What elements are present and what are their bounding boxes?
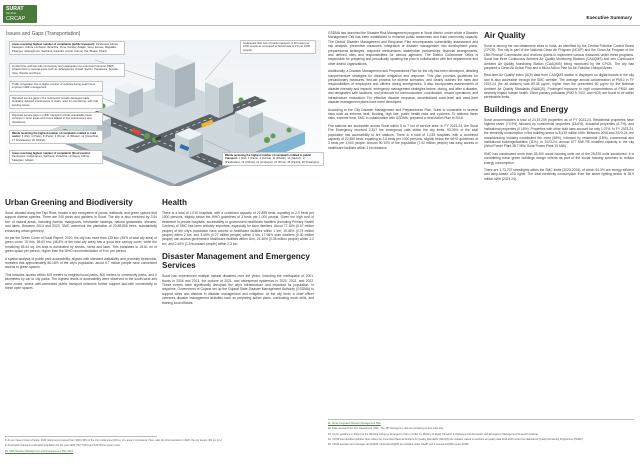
report-badge bbox=[3, 5, 37, 23]
paragraph: Surat has experienced multiple natural disasters over the years, including the earthquake of 2001, floods in 2006 and 2013, the cyclone of 2021, and widespread epidemics in 2020, 2021, and 2022. These events have significantly disrupted the city's infrastructure and impacted its population. In response, Government of Gujarat set up the Gujarat State Disaster Management Authority (GSDMA) to support cities and districts in disaster management and mitigation. At the city level, a chief officer oversees disaster management activities such as preparing action plans, conducting mock drills, and training local officials. bbox=[162, 274, 314, 305]
paragraph: Fire stations are accessible across Surat within 5 to 7 km of service area. In FY 2023-24, the Surat Fire Emergency received 2,817 fire emergency calls within the city limits. 93.05% of the total population has accessibility to fire stations. There is a total of 1,035 hospitals, with a combined capacity of 22,559 beds, equating to 2.8 beds per 1000 persons, slightly below the WHO guidelines of 3 beds per 1,000 people. Around 90.10% of the population (7.02 million people) has easy access to healthcare facilities within 3 km distance. bbox=[328, 123, 478, 150]
column-urban-greening bbox=[5, 198, 157, 294]
callout-public-transport-wards: Wards receiving the highest number of complaints related to public transport: 1 (Pal), 4 (Parle), 6 (Athwa), 11 (Bhatar), 14 (Sachin), 17 (Pandesara), 19 (Udhna), 22 (Limbayat), 24 (Puna), 25 (Piplod), 26 (Katargam). bbox=[222, 152, 324, 166]
footnote: 13 As per guidance in 'Report of the Working Group on Emergency Care in India', by Ministry of Road Transport & Highways and discussion with Emergency Management Research Institute bbox=[328, 432, 538, 436]
callout-road-gaps: Reported service gaps in the road sector include damaged roads, footpaths, delayed maintenance of roads, need for resurfacing, and road leveling issues. bbox=[9, 95, 103, 109]
badge-subtitle: Net-Zero bbox=[6, 12, 17, 15]
paragraph: A spatial analysis of public park accessibility, aligned with standard walkability and proximity thresholds, revealed that approximately 86.16% of the city's population, about 6.7 million people have convenient access to green spaces. bbox=[5, 256, 157, 270]
paragraph: This includes access within 400 meters to neighborhood parks, 800 meters to community parks, and 5 kilometers by car to city parks. The highest levels of accessibility were observed in the south-west and west zones, where well-connected public transport networks further support last-mile connectivity to these open spaces. bbox=[5, 272, 157, 291]
footnote-link[interactable]: 10 SMC Disaster Management and Preparedness Plan 2023 bbox=[5, 449, 73, 453]
footnote: 14 CPCB has identified polluted cities where the prescribed National Ambient Air Quality Standards (NAAQS) are violated, based on ambient air quality data 2011-2015 under the National Air Quality Monitoring Programme (NAMP). bbox=[328, 437, 584, 441]
badge-plan: CRCAP bbox=[6, 16, 26, 22]
heading-disaster-management: Disaster Management and Emergency Services bbox=[162, 252, 310, 271]
footnote: 9 Assumption based on estimated population for the year 2023 (78,77,642) and 125.08 km² green cover bbox=[5, 444, 121, 448]
paragraph: Real-time Air Quality Index (AQI) data from CAAQMS station is displayed on digital boards in the city and is also accessible through the SMC website. The average annual concentration of PM10 in FY 2023-24 (for all stations) was 89.45 µg/m³, higher than the prescribed 60 µg/m³ by the National Ambient Air Quality Standards (NAAQS). Prolonged exposure to high concentrations of PM10 can severely impact human health. Other primary pollutants (PM2.5, SO2, and NO2) are found to be within permissible limits. bbox=[484, 73, 634, 100]
footnotes-col1 bbox=[5, 439, 305, 455]
section-title: Executive Summary bbox=[586, 16, 632, 21]
header-divider bbox=[0, 25, 640, 26]
paragraph: There are 1,73,797 streetlights within the SMC limits (2023-2024), of which 94.3% are energy efficient and lamp-based LED lights. The total electricity consumption from the street lighting sector is 35.9 million kWh (2023-24). bbox=[484, 167, 634, 181]
callout-last-mile: Limited first- and last-mile connectivity and inadequate non-motorised transport (NMT) infrastructure in several areas such as Jahangirpura, Kosad, Sachin, Pandesara, Simada, Vesu, Rander and Puna. bbox=[9, 63, 125, 77]
footnote-divider bbox=[5, 436, 157, 437]
heading-air-quality: Air Quality bbox=[484, 31, 526, 40]
footnote: 8 As per Green Cover of Surat, 2020 (document received from SMC) 38% of the city's total area (326 sq. km. area is considered. Here, also city limit extension in 2020, the city area is 461 sq. km.) bbox=[5, 439, 222, 442]
column-disaster-continued bbox=[328, 31, 478, 153]
footnote-divider bbox=[328, 419, 634, 420]
heading-health: Health bbox=[162, 198, 188, 207]
footnote-link[interactable]: 11 Surat Integrated Disaster Management Plan bbox=[328, 422, 381, 425]
callout-complaints-public-transport: Areas receiving highest number of complaints (public transport): Pandesara, Athwa, Katargam, Udhna, Limbayat, Varachha, Puna, Rander, Adajan, Vesu, Dumas, Magdalla, Palanpur, Jahangirpura, Sarthana, Kapodra, Amroli, Kamrej, Pal, Bhatar, Piplod. bbox=[9, 41, 125, 55]
heading-urban-greening: Urban Greening and Biodiversity bbox=[5, 198, 133, 207]
column-health-disaster bbox=[162, 198, 314, 308]
footnote: 15 CPCB operates and manages all AAQMS. Financial AAQMS are installed under NAMP and 3 manual AAQMS under SAMP. bbox=[328, 443, 469, 447]
footnotes-col4 bbox=[328, 422, 634, 448]
callout-congestion: Traffic congestion due to higher number of vehicles during peak hours, improper traffic management. bbox=[9, 81, 103, 92]
paragraph: As per the Green Cover of Surat Report, 2020, the city has more than 125 km² (38% of total city area) of green cover. Of this, 58.63 km² (46.8% of the total city area) has a good tree canopy cover, while the remaining 65.44 sq. km area is dominated by shrubs, herbs and lawn. This translates to 15.81 m² of green space per person, higher than the WHO recommendation of 9 m² per person. bbox=[5, 236, 157, 254]
paragraph: Surat, situated along the Tapi River, boasts a rich ecosystem of ponds, wetlands, and green spaces that support diverse species. There are 249 parks and gardens in Surat. The city is also enriched by 3.54 km² of natural areas, including forests, mangroves, freshwater swamps, natural grasslands, streams, and lakes. Between 2014 and 2023, SMC undertook the plantation of 20,88,808 trees, substantially enhancing urban greenery. bbox=[5, 211, 157, 233]
paragraph: SMC has constructed more than 28,400 social housing units out of the 28,876 units sanctioned. It is considering basic green buildings design criteria as part of the social housing schemes to reduce energy consumption. bbox=[484, 151, 634, 165]
paragraph: Additionally, a Disaster Management and Preparedness Plan for the city has been developed, detailing comprehensive strategies for disaster mitigation and response. This plan provides guidelines for precautionary measures, first-aid process for diverse scenarios, and clearly outlines the roles and responsibilities of employees and officers during emergencies. It also incorporates assessments of disaster intensity and impacts, emergency management strategies before, during, and after a disaster, and designated safe locations, and protocols for communication, coordination, rescue operations, and infrastructure restoration. For effective disaster response, decentralized zone-level and ward-level disaster management plans have been developed. bbox=[328, 69, 478, 105]
callout-fleet-size: Inadequate fleet size of public transport (1.02 buses per 1000 people as compared to benchmark of 0.6 per 1000 people). bbox=[240, 40, 316, 54]
paragraph: There is a total of 1,015 hospitals, with a combined capacity of 22,859 beds, equating to 2.9 beds per 1000 persons, slightly below the WHO guidelines of 3 beds per 1,000 people. Given the high cost of treatment in private hospitals, accessibility to government healthcare facilities (including Primary Health Centers) of SMC has been critically important, especially for slum dwellers. About 77.16% (6.07 million people) of the city's population have access to healthcare facilities within 1 km; 19.46% (0.74 million people) within 2 km; and 3.49% (0.27 million people) within 3 km; 17.96% slum dwellers (0.30 million people) can access government healthcare facilities within 1km, 21.46% (0.08 million people) within 1-2 km, and 0.40% (1.5 thousand people) within 2-3 km. bbox=[162, 211, 314, 246]
callout-flood-areas: Areas receiving highest number of complaints (flood events): Pandesara, Sudamapura, Sarthana, Varachha, Limbayat, Udhna, Katargam, Adajan. bbox=[9, 150, 103, 164]
infographic-title: Issues and Gaps (Transportation) bbox=[6, 31, 81, 37]
paragraph: GSDMA has launched the Disaster Risk Management program in Surat district, under which a Disaster Management Cell has been established to enhance public awareness and build community capacity. The District Disaster Management and Response Plan encompasses vulnerability assessment and risk analysis, preventive measures, integration of disaster management into development plans, preparedness strategies, response mechanisms, stakeholder partnerships, financial arrangements, and defined roles and responsibilities for various agencies. The District Collectorate Office is responsible for preparing and periodically updating the plan in collaboration with line departments and other district organizations. bbox=[328, 31, 478, 66]
heading-buildings-energy: Buildings and Energy bbox=[484, 104, 569, 114]
badge-city: SURAT bbox=[6, 6, 24, 12]
paragraph: Surat is among the non-attainment cities in India, as identified by the Central Pollution Control Board (CPCB). The city is part of the National Clean Air Program (NCAP) and the Clean Air Program of the 15th Finance Commission and receives grants to implement various measures under these programs. Surat has three Continuous Ambient Air Quality Monitoring Stations (CAAQMS) and one Continuous Ambient Air Quality Monitoring Station (CAAQMS) being monitored by the CPCB. The city has prepared a Clean Air Action Plan and a Micro Action Plan for Air Pollution Hotspot Areas. bbox=[484, 44, 634, 71]
column-air-buildings bbox=[484, 31, 634, 184]
callout-public-transport-gaps: Reported service gaps in public transport include unavailable travel services in some areas and issues related to bus maintenance and cleanliness. bbox=[9, 112, 103, 126]
paragraph: According to the City Disaster Management and Preparedness Plan, Surat is vulnerable to several risks such as extreme heat, flooding, high tide, public health risks and cyclones. To address these risks, extreme heat, SMC in collaboration with GSDMA, prepared a Heat Action Plan in 2018. bbox=[328, 107, 478, 121]
paragraph: Surat accommodates a total of 24,19,209 properties as of FY 2023-24. Residential properties have highest share (74.9%) followed by commercial properties (18.6%), industrial properties (6.7%), and institutional properties (0.16%). Properties with other built uses account for only 1.07%. In FY 2023-24, the electricity consumption in the building sector is 8,419 million kWh. Between 2006 and 2023-24, the manufacturing industry contributed the most (68%), followed by residential (18%), commercial and institutional buildings/facilities (11%). In 2023-24, around 577 MW RE installed capacity in the city (Wind Power Plant 38.7 MW, Solar Power Plant 19 MW). bbox=[484, 117, 634, 149]
callout-road-wards: Wards receiving the highest number of complaints related to road sector: 1 (Pal), 4 (Parle), 8 (Parle), 9 (Puna), 11 (Bhatar), 12 (Varachha), 17 (Pandesara), 20 (Piplod). bbox=[9, 130, 103, 144]
footnote: 12 Data received from Fire Department, SMC. The 387 Emergency calls are pertaining to Fire calls only. bbox=[328, 427, 444, 431]
